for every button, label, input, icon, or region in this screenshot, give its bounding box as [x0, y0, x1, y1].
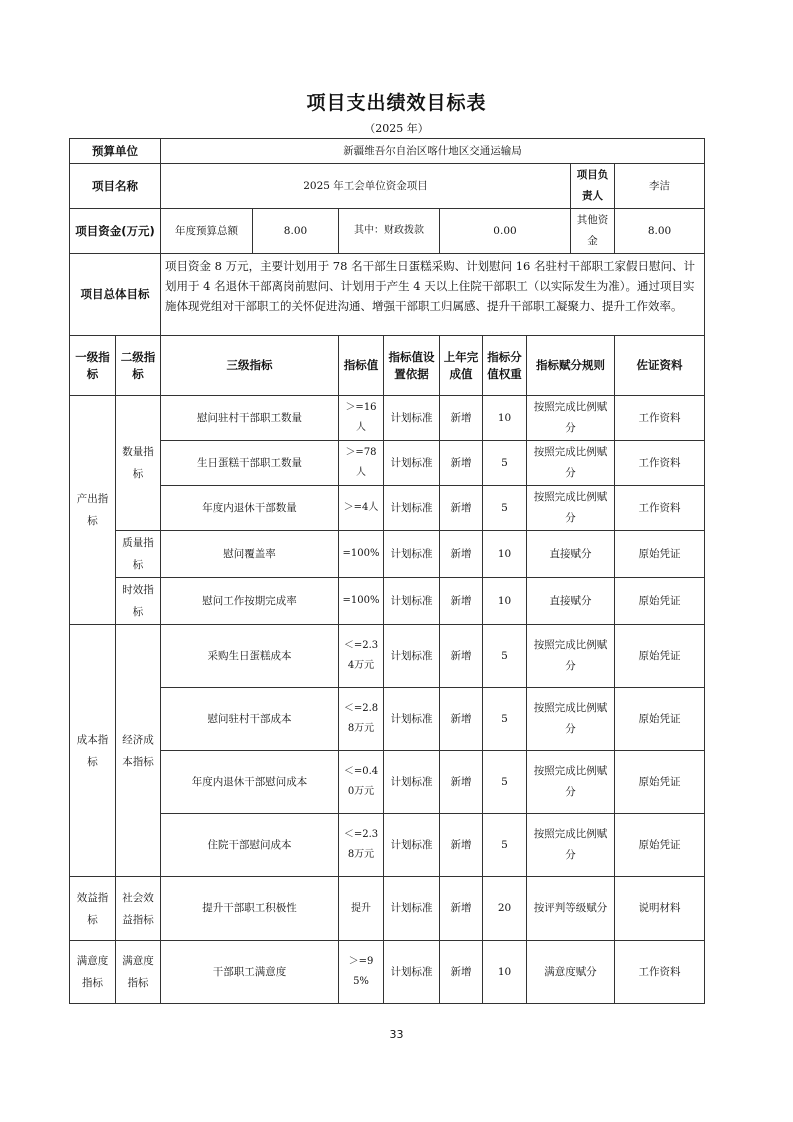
- indicator-basis: 计划标准: [384, 625, 440, 688]
- indicator-rule: 按照完成比例赋分: [527, 396, 615, 441]
- indicator-evidence: 原始凭证: [615, 625, 705, 688]
- table-row: [70, 814, 705, 877]
- group-benefit: 效益指标: [70, 877, 116, 941]
- annual-budget-label: 年度预算总额: [161, 209, 253, 254]
- indicator-evidence: 说明材料: [615, 877, 705, 941]
- indicator-name: 提升干部职工积极性: [161, 877, 339, 941]
- indicator-value: ＜=2.38万元: [339, 814, 384, 877]
- indicator-weight: 10: [483, 578, 527, 625]
- project-name-row: [70, 164, 705, 209]
- header-level1: 一级指标: [70, 336, 116, 396]
- indicator-rule: 按照完成比例赋分: [527, 688, 615, 751]
- indicator-weight: 10: [483, 396, 527, 441]
- indicator-basis: 计划标准: [384, 877, 440, 941]
- indicator-last-year: 新增: [440, 578, 483, 625]
- header-level3: 三级指标: [161, 336, 339, 396]
- budget-unit-row: [70, 139, 705, 164]
- indicator-evidence: 原始凭证: [615, 814, 705, 877]
- indicator-name: 干部职工满意度: [161, 941, 339, 1004]
- indicator-evidence: 工作资料: [615, 441, 705, 486]
- group-social: 社会效益指标: [116, 877, 161, 941]
- indicator-name: 采购生日蛋糕成本: [161, 625, 339, 688]
- group-quality: 质量指标: [116, 531, 161, 578]
- indicator-name: 年度内退休干部数量: [161, 486, 339, 531]
- indicator-evidence: 原始凭证: [615, 688, 705, 751]
- indicator-basis: 计划标准: [384, 941, 440, 1004]
- indicator-weight: 5: [483, 688, 527, 751]
- indicator-rule: 按照完成比例赋分: [527, 486, 615, 531]
- indicator-last-year: 新增: [440, 531, 483, 578]
- indicator-weight: 5: [483, 814, 527, 877]
- budget-unit-label: 预算单位: [70, 139, 161, 164]
- indicator-basis: 计划标准: [384, 396, 440, 441]
- project-name-label: 项目名称: [70, 164, 161, 209]
- other-funds-label: 其他资金: [571, 209, 615, 254]
- table-row: [70, 578, 705, 625]
- indicator-name: 慰问驻村干部职工数量: [161, 396, 339, 441]
- indicator-last-year: 新增: [440, 814, 483, 877]
- indicator-basis: 计划标准: [384, 814, 440, 877]
- group-cost: 成本指标: [70, 625, 116, 877]
- group-satisfaction-level2: 满意度指标: [116, 941, 161, 1004]
- indicator-value: ＜=2.34万元: [339, 625, 384, 688]
- indicator-value: 提升: [339, 877, 384, 941]
- header-value: 指标值: [339, 336, 384, 396]
- indicator-weight: 10: [483, 531, 527, 578]
- group-output: 产出指标: [70, 396, 116, 625]
- indicator-value: ＞=78人: [339, 441, 384, 486]
- fiscal-allocation-value: 0.00: [440, 209, 571, 254]
- indicator-rule: 直接赋分: [527, 578, 615, 625]
- indicator-weight: 20: [483, 877, 527, 941]
- indicator-last-year: 新增: [440, 941, 483, 1004]
- indicator-basis: 计划标准: [384, 486, 440, 531]
- indicator-rule: 按照完成比例赋分: [527, 441, 615, 486]
- overall-target-label: 项目总体目标: [70, 254, 161, 336]
- indicator-last-year: 新增: [440, 877, 483, 941]
- indicator-weight: 10: [483, 941, 527, 1004]
- indicator-weight: 5: [483, 625, 527, 688]
- header-weight: 指标分值权重: [483, 336, 527, 396]
- table-row: [70, 396, 705, 441]
- table-row: [70, 625, 705, 688]
- indicator-name: 慰问工作按期完成率: [161, 578, 339, 625]
- table-row: [70, 688, 705, 751]
- group-satisfaction-level1: 满意度指标: [70, 941, 116, 1004]
- project-leader-value: 李洁: [615, 164, 705, 209]
- header-evidence: 佐证资料: [615, 336, 705, 396]
- indicator-last-year: 新增: [440, 688, 483, 751]
- indicator-evidence: 原始凭证: [615, 578, 705, 625]
- indicator-rule: 按评判等级赋分: [527, 877, 615, 941]
- table-row: [70, 941, 705, 1004]
- indicator-name: 慰问覆盖率: [161, 531, 339, 578]
- indicator-weight: 5: [483, 486, 527, 531]
- fiscal-allocation-label: 其中：财政拨款: [339, 209, 440, 254]
- other-funds-value: 8.00: [615, 209, 705, 254]
- group-timeliness: 时效指标: [116, 578, 161, 625]
- group-economic: 经济成本指标: [116, 625, 161, 877]
- indicator-basis: 计划标准: [384, 578, 440, 625]
- indicator-rule: 按照完成比例赋分: [527, 814, 615, 877]
- indicator-evidence: 原始凭证: [615, 531, 705, 578]
- indicator-value: =100%: [339, 578, 384, 625]
- indicator-weight: 5: [483, 751, 527, 814]
- indicator-name: 住院干部慰问成本: [161, 814, 339, 877]
- project-name-value: 2025 年工会单位资金项目: [161, 164, 571, 209]
- indicator-weight: 5: [483, 441, 527, 486]
- table-row: [70, 441, 705, 486]
- indicator-last-year: 新增: [440, 625, 483, 688]
- indicator-rule: 按照完成比例赋分: [527, 751, 615, 814]
- table-row: [70, 486, 705, 531]
- indicator-basis: 计划标准: [384, 688, 440, 751]
- table-row: [70, 531, 705, 578]
- indicator-rule: 按照完成比例赋分: [527, 625, 615, 688]
- indicator-evidence: 工作资料: [615, 941, 705, 1004]
- indicator-evidence: 原始凭证: [615, 751, 705, 814]
- indicator-name: 生日蛋糕干部职工数量: [161, 441, 339, 486]
- project-funds-row: [70, 209, 705, 254]
- header-last-year: 上年完成值: [440, 336, 483, 396]
- indicator-value: ＜=0.40万元: [339, 751, 384, 814]
- indicator-name: 慰问驻村干部成本: [161, 688, 339, 751]
- page-number: 33: [389, 1028, 404, 1041]
- indicator-value: ＞=95%: [339, 941, 384, 1004]
- indicator-last-year: 新增: [440, 441, 483, 486]
- header-basis: 指标值设置依据: [384, 336, 440, 396]
- indicator-basis: 计划标准: [384, 751, 440, 814]
- indicator-last-year: 新增: [440, 486, 483, 531]
- indicator-last-year: 新增: [440, 396, 483, 441]
- indicator-evidence: 工作资料: [615, 486, 705, 531]
- overall-target-row: [70, 254, 705, 336]
- table-row: [70, 751, 705, 814]
- indicator-value: ＜=2.88万元: [339, 688, 384, 751]
- indicator-value: ＞=16人: [339, 396, 384, 441]
- header-level2: 二级指标: [116, 336, 161, 396]
- table-row: [70, 877, 705, 941]
- indicator-rule: 满意度赋分: [527, 941, 615, 1004]
- indicator-name: 年度内退休干部慰问成本: [161, 751, 339, 814]
- indicator-evidence: 工作资料: [615, 396, 705, 441]
- group-quantity: 数量指标: [116, 396, 161, 531]
- budget-unit-value: 新疆维吾尔自治区喀什地区交通运输局: [161, 139, 705, 164]
- annual-budget-value: 8.00: [253, 209, 339, 254]
- indicator-last-year: 新增: [440, 751, 483, 814]
- project-funds-label: 项目资金(万元): [70, 209, 161, 254]
- indicator-value: =100%: [339, 531, 384, 578]
- header-rule: 指标赋分规则: [527, 336, 615, 396]
- indicator-value: ＞=4人: [339, 486, 384, 531]
- indicator-basis: 计划标准: [384, 531, 440, 578]
- overall-target-text: 项目资金 8 万元，主要计划用于 78 名干部生日蛋糕采购、计划慰问 16 名驻村干部职工家假日慰问、计划用于 4 名退休干部离岗前慰问、计划用于产生 4 天以上住院干部职工（以实际发生为准）。通过项目实施体现党组对干部职工的关怀促进沟通、增强干部职工归属感、提升干部职工凝聚力、提升工作效率。: [161, 254, 705, 336]
- project-leader-label: 项目负责人: [571, 164, 615, 209]
- indicator-rule: 直接赋分: [527, 531, 615, 578]
- year-label: （2025 年）: [364, 122, 429, 135]
- page-title: 项目支出绩效目标表: [306, 92, 487, 114]
- performance-target-table: [69, 138, 705, 1004]
- indicator-header-row: [70, 336, 705, 396]
- indicator-basis: 计划标准: [384, 441, 440, 486]
